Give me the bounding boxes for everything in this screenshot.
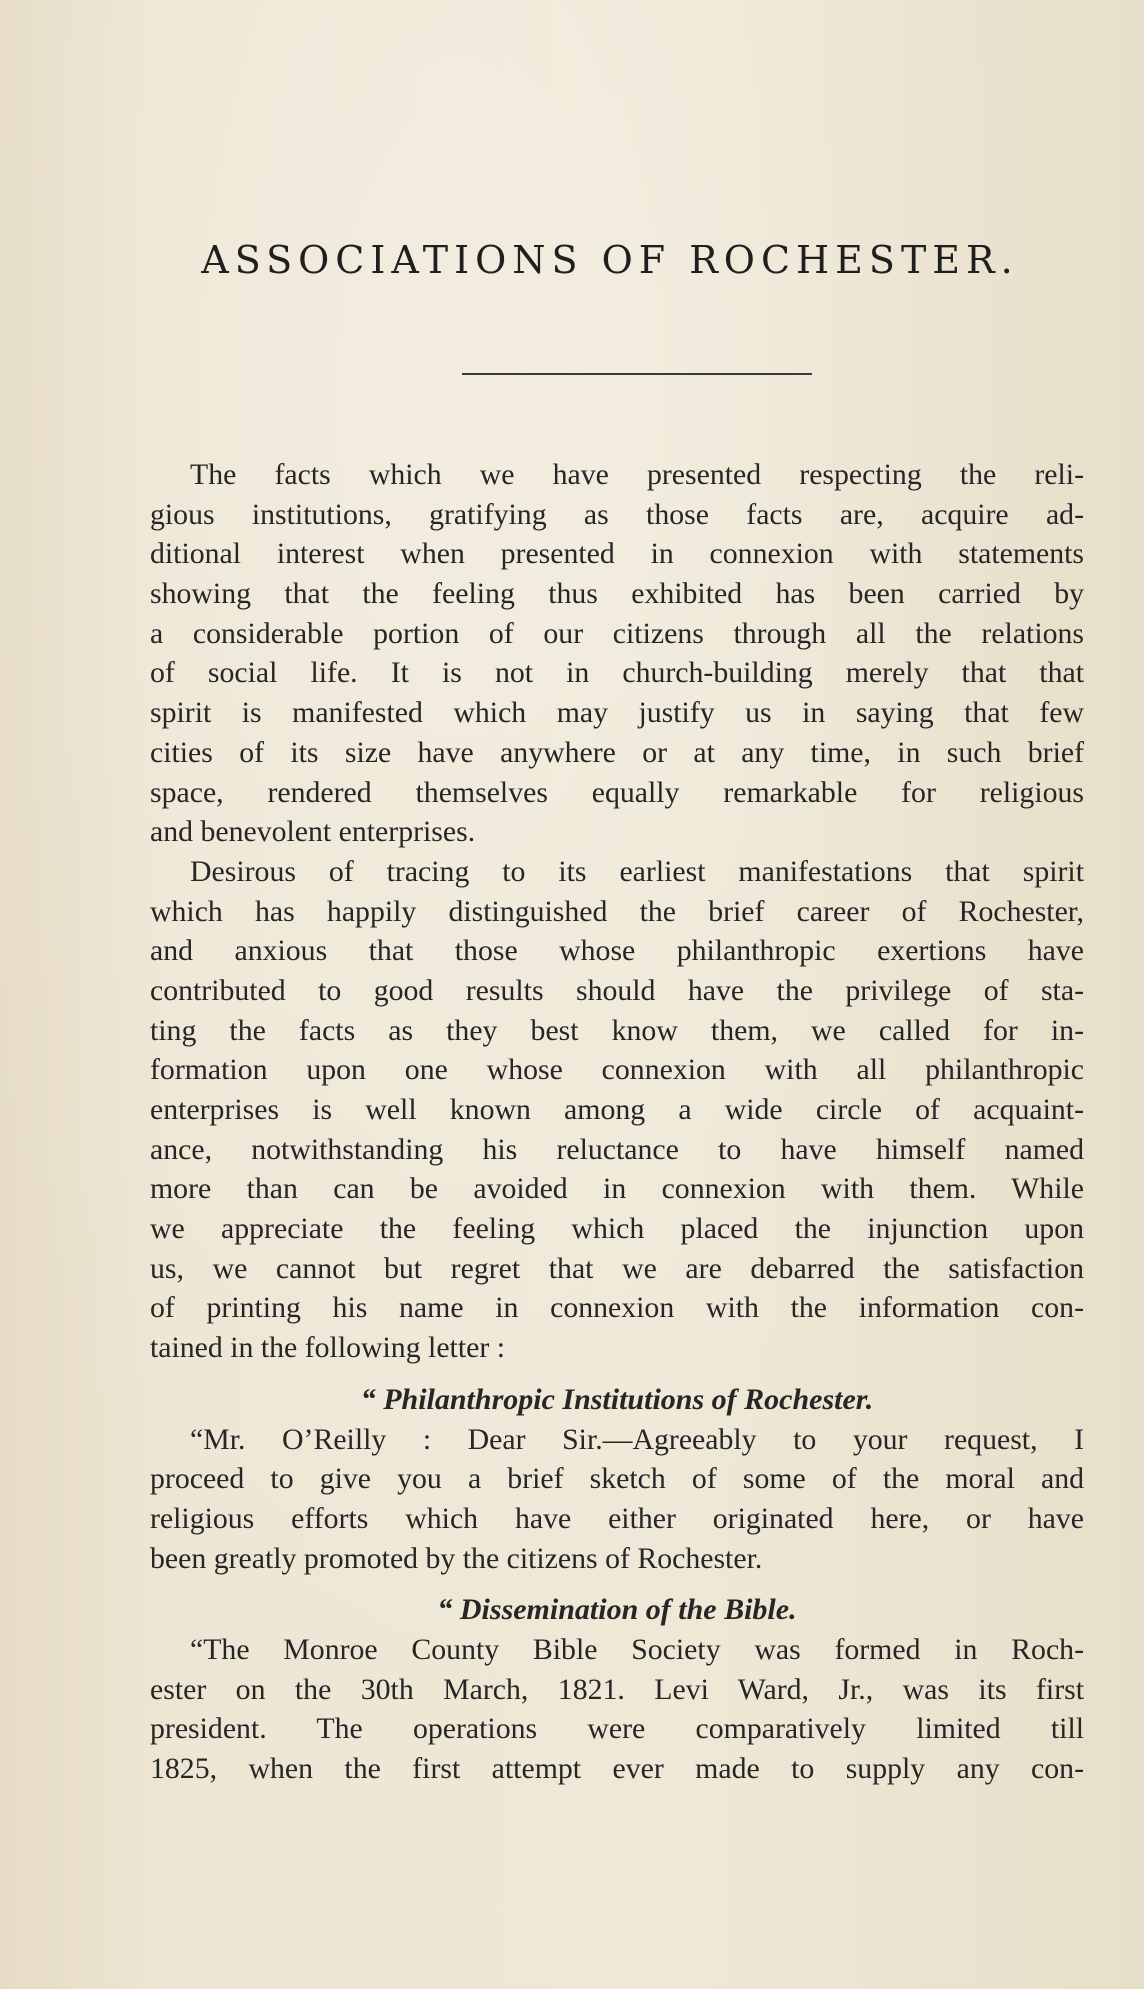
page-title: ASSOCIATIONS OF ROCHESTER. bbox=[201, 238, 1019, 282]
paragraph-4 bbox=[150, 1630, 1084, 1789]
title-rule bbox=[462, 373, 812, 375]
text-line: and benevolent enterprises. bbox=[150, 815, 476, 849]
text-line: of social life. It is not in church-building merely that that bbox=[150, 656, 1084, 690]
text-line: tained in the following letter : bbox=[150, 1331, 505, 1365]
text-line: ting the facts as they best know them, we called for in- bbox=[150, 1013, 1084, 1047]
text-line: been greatly promoted by the citizens of Rochester. bbox=[150, 1541, 763, 1575]
text-line: proceed to give you a brief sketch of some of the moral and bbox=[150, 1462, 1084, 1496]
text-line: more than can be avoided in connexion with them. While bbox=[150, 1172, 1084, 1206]
section-heading-philanthropic: “ Philanthropic Institutions of Rochester. bbox=[360, 1382, 874, 1416]
section-heading-bible: “ Dissemination of the Bible. bbox=[437, 1593, 797, 1627]
text-line: showing that the feeling thus exhibited has been carried by bbox=[150, 577, 1084, 611]
paragraph-3 bbox=[150, 1420, 1084, 1579]
text-line: Desirous of tracing to its earliest manifestations that spirit bbox=[190, 854, 1084, 888]
text-line: and anxious that those whose philanthropic exertions have bbox=[150, 934, 1084, 968]
text-line: gious institutions, gratifying as those facts are, acquire ad- bbox=[150, 497, 1084, 531]
text-line: religious efforts which have either originated here, or have bbox=[150, 1501, 1084, 1535]
text-line: The facts which we have presented respecting the reli- bbox=[190, 458, 1084, 491]
text-line: ance, notwithstanding his reluctance to have himself named bbox=[150, 1132, 1084, 1166]
spacer bbox=[150, 1578, 1084, 1590]
text-line: us, we cannot but regret that we are debarred the satisfaction bbox=[150, 1251, 1084, 1285]
text-line: a considerable portion of our citizens through all the relations bbox=[150, 616, 1084, 650]
text-line: 1825, when the first attempt ever made to supply any con- bbox=[150, 1752, 1084, 1785]
text-line: spirit is manifested which may justify us in saying that few bbox=[150, 696, 1084, 730]
text-line: space, rendered themselves equally remarkable for religious bbox=[150, 775, 1084, 809]
text-line: cities of its size have anywhere or at any time, in such brief bbox=[150, 735, 1084, 769]
text-line: “The Monroe County Bible Society was formed in Roch- bbox=[190, 1632, 1084, 1666]
text-line: formation upon one whose connexion with all philanthropic bbox=[150, 1053, 1084, 1087]
body-text bbox=[150, 455, 1084, 1789]
text-line: which has happily distinguished the brief career of Rochester, bbox=[150, 894, 1084, 928]
spacer bbox=[150, 1368, 1084, 1380]
text-line: we appreciate the feeling which placed the injunction upon bbox=[150, 1212, 1084, 1246]
text-line: of printing his name in connexion with the information con- bbox=[150, 1291, 1084, 1325]
text-line: ditional interest when presented in connexion with statements bbox=[150, 537, 1084, 571]
text-line: “Mr. O’Reilly : Dear Sir.—Agreeably to your request, I bbox=[190, 1422, 1084, 1456]
text-line: enterprises is well known among a wide circle of acquaint- bbox=[150, 1093, 1084, 1126]
paragraph-2 bbox=[150, 852, 1084, 1368]
text-line: contributed to good results should have the privilege of sta- bbox=[150, 973, 1084, 1007]
paragraph-1 bbox=[150, 455, 1084, 852]
text-line: ester on the 30th March, 1821. Levi Ward, Jr., was its first bbox=[150, 1672, 1084, 1706]
text-line: president. The operations were comparatively limited till bbox=[150, 1712, 1084, 1746]
